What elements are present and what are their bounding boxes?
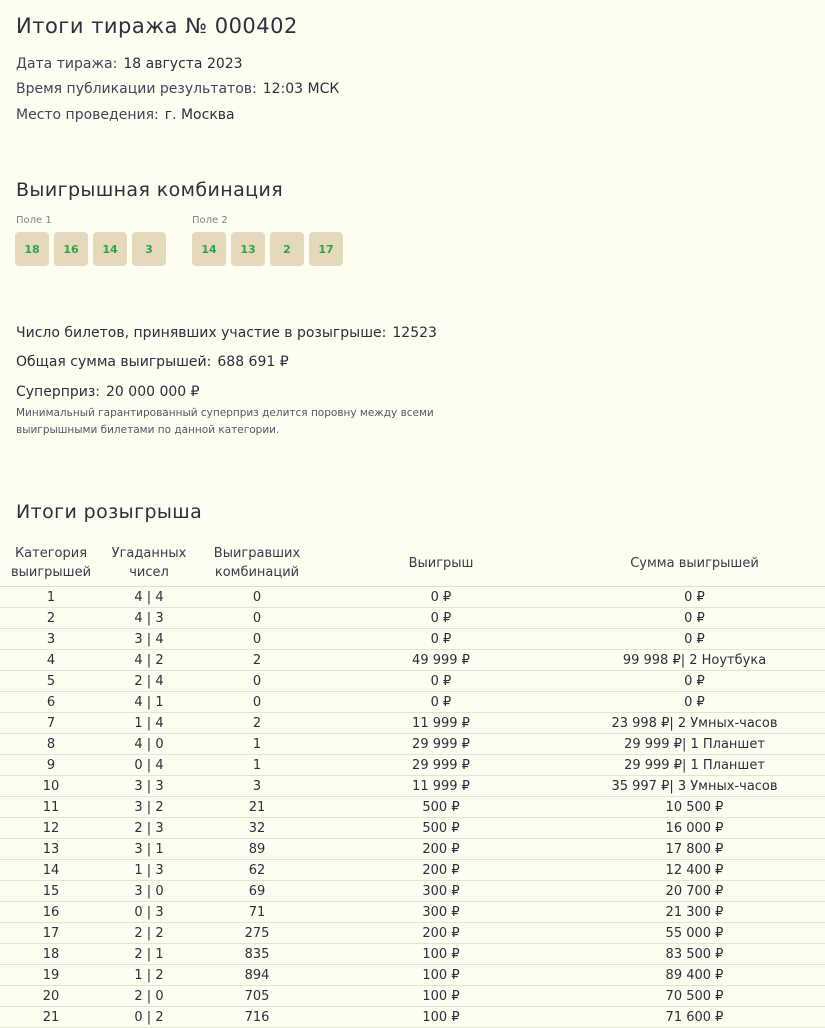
table-row	[0, 734, 825, 755]
prize-cell: 29 999 ₽	[318, 755, 564, 776]
winning-combos-cell: 62	[196, 860, 318, 881]
winning-combos-cell: 1	[196, 755, 318, 776]
matched-cell: 2 | 4	[102, 671, 196, 692]
field2-numbers	[192, 232, 343, 266]
matched-cell: 3 | 2	[102, 797, 196, 818]
winning-combos-cell: 894	[196, 965, 318, 986]
matched-cell: 3 | 4	[102, 629, 196, 650]
prize-cell: 0 ₽	[318, 692, 564, 713]
publication-time-line	[16, 81, 339, 97]
winning-number-ball: 3	[132, 232, 166, 266]
winning-combos-cell: 275	[196, 923, 318, 944]
category-cell: 20	[0, 986, 102, 1007]
table-row	[0, 608, 825, 629]
table-row	[0, 944, 825, 965]
table-row	[0, 986, 825, 1007]
winning-combos-cell: 705	[196, 986, 318, 1007]
winning-number-ball: 14	[192, 232, 226, 266]
draw-place-label: Место проведения:	[16, 107, 159, 123]
prize-cell: 500 ₽	[318, 797, 564, 818]
matched-cell: 4 | 0	[102, 734, 196, 755]
table-row	[0, 902, 825, 923]
winning-combos-cell: 21	[196, 797, 318, 818]
table-row	[0, 692, 825, 713]
winning-number-ball: 17	[309, 232, 343, 266]
category-cell: 19	[0, 965, 102, 986]
total-cell: 0 ₽	[564, 587, 825, 608]
category-cell: 1	[0, 587, 102, 608]
page-title: Итоги тиража № 000402	[16, 14, 298, 38]
total-cell: 0 ₽	[564, 608, 825, 629]
total-winnings-line	[16, 354, 289, 370]
table-row	[0, 881, 825, 902]
total-cell: 0 ₽	[564, 671, 825, 692]
matched-cell: 0 | 3	[102, 902, 196, 923]
total-cell: 21 300 ₽	[564, 902, 825, 923]
field1-label: Поле 1	[16, 215, 52, 226]
winning-number-ball: 2	[270, 232, 304, 266]
matched-cell: 0 | 4	[102, 755, 196, 776]
prize-cell: 200 ₽	[318, 923, 564, 944]
prize-cell: 0 ₽	[318, 587, 564, 608]
total-cell: 20 700 ₽	[564, 881, 825, 902]
winning-number-ball: 14	[93, 232, 127, 266]
prize-cell: 100 ₽	[318, 1007, 564, 1028]
prize-cell: 100 ₽	[318, 965, 564, 986]
total-cell: 89 400 ₽	[564, 965, 825, 986]
matched-cell: 2 | 0	[102, 986, 196, 1007]
table-row	[0, 629, 825, 650]
table-row	[0, 776, 825, 797]
total-cell: 12 400 ₽	[564, 860, 825, 881]
table-row	[0, 923, 825, 944]
column-header-prize: Выигрыш	[318, 542, 564, 587]
winning-combos-cell: 0	[196, 629, 318, 650]
table-row	[0, 587, 825, 608]
table-header-row	[0, 542, 825, 587]
winning-combos-cell: 716	[196, 1007, 318, 1028]
matched-cell: 1 | 3	[102, 860, 196, 881]
total-cell: 99 998 ₽| 2 Ноутбука	[564, 650, 825, 671]
superprize-note: Минимальный гарантированный суперприз делится поровну между всеми выигрышными билетами по данной категории.	[16, 407, 434, 436]
winning-combos-cell: 71	[196, 902, 318, 923]
category-cell: 9	[0, 755, 102, 776]
tickets-count-line	[16, 325, 437, 341]
field1-numbers	[15, 232, 166, 266]
winning-number-ball: 16	[54, 232, 88, 266]
column-header-category: Категория выигрышей	[0, 542, 102, 587]
total-cell: 29 999 ₽| 1 Планшет	[564, 734, 825, 755]
matched-cell: 0 | 2	[102, 1007, 196, 1028]
winning-number-ball: 18	[15, 232, 49, 266]
category-cell: 5	[0, 671, 102, 692]
winning-combos-cell: 0	[196, 587, 318, 608]
prize-cell: 100 ₽	[318, 986, 564, 1007]
category-cell: 7	[0, 713, 102, 734]
matched-cell: 4 | 4	[102, 587, 196, 608]
table-row	[0, 818, 825, 839]
matched-cell: 4 | 1	[102, 692, 196, 713]
category-cell: 21	[0, 1007, 102, 1028]
winning-combos-cell: 69	[196, 881, 318, 902]
total-cell: 70 500 ₽	[564, 986, 825, 1007]
winning-combos-cell: 89	[196, 839, 318, 860]
category-cell: 15	[0, 881, 102, 902]
total-winnings-value: 688 691 ₽	[217, 354, 289, 370]
total-winnings-label: Общая сумма выигрышей:	[16, 354, 212, 370]
total-cell: 71 600 ₽	[564, 1007, 825, 1028]
category-cell: 11	[0, 797, 102, 818]
results-table	[0, 542, 825, 1028]
matched-cell: 3 | 1	[102, 839, 196, 860]
table-row	[0, 860, 825, 881]
tickets-count-value: 12523	[392, 325, 437, 341]
prize-cell: 0 ₽	[318, 629, 564, 650]
winning-combos-cell: 3	[196, 776, 318, 797]
total-cell: 17 800 ₽	[564, 839, 825, 860]
prize-cell: 300 ₽	[318, 902, 564, 923]
prize-cell: 49 999 ₽	[318, 650, 564, 671]
table-row	[0, 1007, 825, 1028]
matched-cell: 4 | 3	[102, 608, 196, 629]
winning-combos-cell: 0	[196, 608, 318, 629]
publication-time-label: Время публикации результатов:	[16, 81, 257, 97]
category-cell: 2	[0, 608, 102, 629]
winning-number-ball: 13	[231, 232, 265, 266]
matched-cell: 2 | 1	[102, 944, 196, 965]
total-cell: 35 997 ₽| 3 Умных-часов	[564, 776, 825, 797]
matched-cell: 3 | 0	[102, 881, 196, 902]
matched-cell: 1 | 4	[102, 713, 196, 734]
field2-label: Поле 2	[192, 215, 228, 226]
total-cell: 83 500 ₽	[564, 944, 825, 965]
total-cell: 0 ₽	[564, 692, 825, 713]
category-cell: 16	[0, 902, 102, 923]
prize-cell: 11 999 ₽	[318, 713, 564, 734]
winning-combos-cell: 835	[196, 944, 318, 965]
table-row	[0, 650, 825, 671]
superprize-line	[16, 384, 200, 400]
table-row	[0, 965, 825, 986]
prize-cell: 200 ₽	[318, 860, 564, 881]
publication-time-value: 12:03 МСК	[262, 81, 340, 97]
category-cell: 3	[0, 629, 102, 650]
winning-combos-cell: 0	[196, 671, 318, 692]
column-header-winning-combos: Выигравших комбинаций	[196, 542, 318, 587]
superprize-label: Суперприз:	[16, 384, 101, 400]
column-header-matched: Угаданных чисел	[102, 542, 196, 587]
total-cell: 10 500 ₽	[564, 797, 825, 818]
prize-cell: 11 999 ₽	[318, 776, 564, 797]
winning-combos-cell: 32	[196, 818, 318, 839]
matched-cell: 4 | 2	[102, 650, 196, 671]
prize-cell: 0 ₽	[318, 671, 564, 692]
total-cell: 16 000 ₽	[564, 818, 825, 839]
draw-date-label: Дата тиража:	[16, 56, 118, 72]
winning-combos-cell: 0	[196, 692, 318, 713]
winning-combos-cell: 2	[196, 713, 318, 734]
category-cell: 8	[0, 734, 102, 755]
category-cell: 10	[0, 776, 102, 797]
prize-cell: 0 ₽	[318, 608, 564, 629]
winning-combos-cell: 2	[196, 650, 318, 671]
draw-place-line	[16, 107, 235, 123]
category-cell: 4	[0, 650, 102, 671]
table-row	[0, 713, 825, 734]
winning-combination-heading: Выигрышная комбинация	[16, 179, 284, 201]
category-cell: 18	[0, 944, 102, 965]
prize-cell: 100 ₽	[318, 944, 564, 965]
category-cell: 17	[0, 923, 102, 944]
superprize-value: 20 000 000 ₽	[106, 384, 200, 400]
draw-date-line	[16, 56, 243, 72]
winning-combos-cell: 1	[196, 734, 318, 755]
column-header-total: Сумма выигрышей	[564, 542, 825, 587]
matched-cell: 1 | 2	[102, 965, 196, 986]
category-cell: 13	[0, 839, 102, 860]
draw-date-value: 18 августа 2023	[123, 56, 243, 72]
category-cell: 14	[0, 860, 102, 881]
results-table-body	[0, 587, 825, 1028]
results-heading: Итоги розыгрыша	[16, 501, 203, 523]
table-row	[0, 797, 825, 818]
matched-cell: 2 | 3	[102, 818, 196, 839]
table-row	[0, 839, 825, 860]
table-row	[0, 755, 825, 776]
prize-cell: 300 ₽	[318, 881, 564, 902]
category-cell: 12	[0, 818, 102, 839]
matched-cell: 3 | 3	[102, 776, 196, 797]
total-cell: 23 998 ₽| 2 Умных-часов	[564, 713, 825, 734]
table-row	[0, 671, 825, 692]
prize-cell: 200 ₽	[318, 839, 564, 860]
category-cell: 6	[0, 692, 102, 713]
prize-cell: 29 999 ₽	[318, 734, 564, 755]
prize-cell: 500 ₽	[318, 818, 564, 839]
tickets-count-label: Число билетов, принявших участие в розыгрыше:	[16, 325, 387, 341]
total-cell: 55 000 ₽	[564, 923, 825, 944]
draw-place-value: г. Москва	[164, 107, 235, 123]
total-cell: 0 ₽	[564, 629, 825, 650]
total-cell: 29 999 ₽| 1 Планшет	[564, 755, 825, 776]
matched-cell: 2 | 2	[102, 923, 196, 944]
